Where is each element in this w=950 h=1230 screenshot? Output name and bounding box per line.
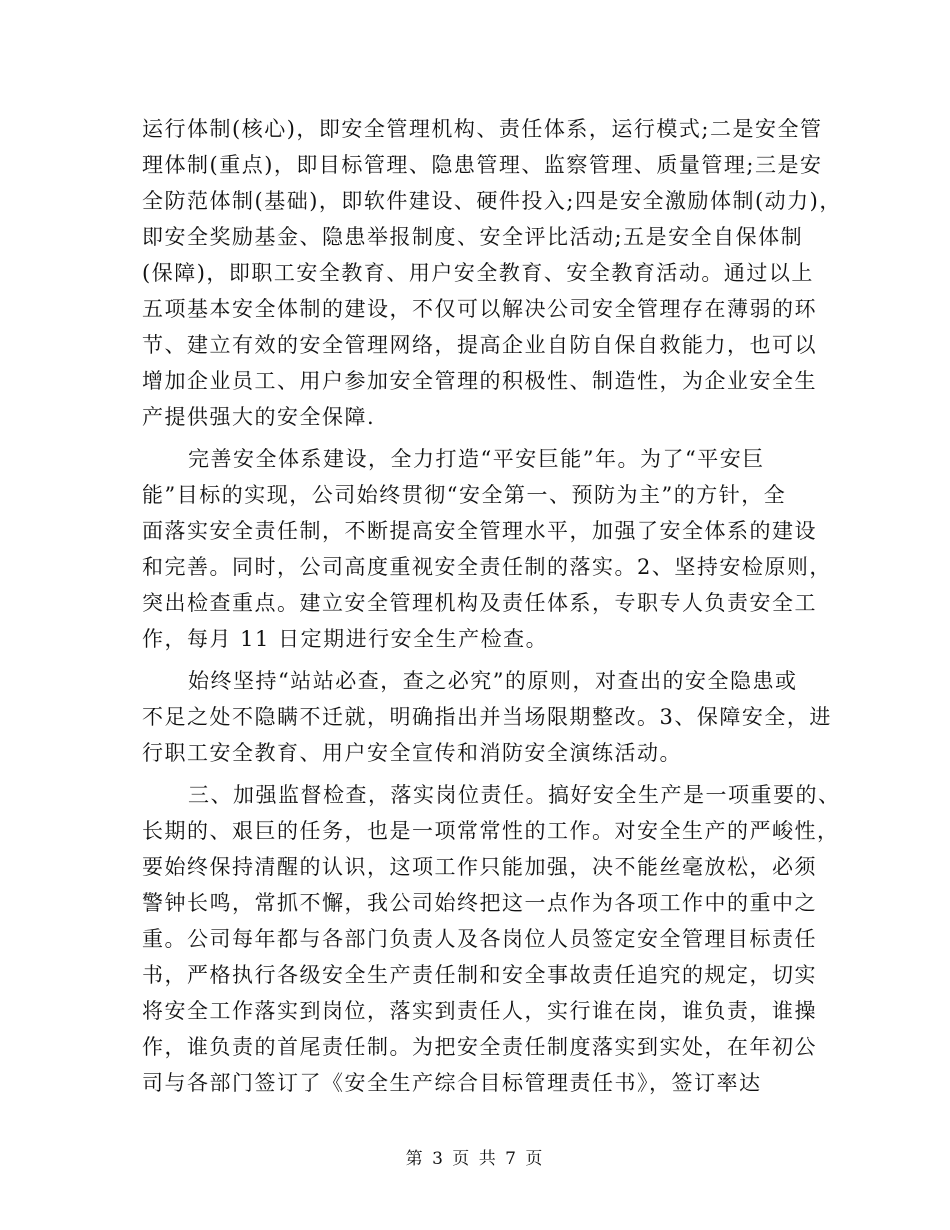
text-line: 始终坚持“站站必查，查之必究”的原则，对查出的安全隐患或 — [188, 669, 798, 693]
paragraph — [142, 663, 832, 771]
text-line: 产提供强大的安全保障. — [142, 405, 376, 429]
text-line: 五项基本安全体制的建设，不仅可以解决公司安全管理存在薄弱的环 — [142, 297, 817, 321]
text-line: 突出检查重点。建立安全管理机构及责任体系，专职专人负责安全工 — [142, 591, 817, 615]
text-line: 将安全工作落实到岗位，落实到责任人，实行谁在岗，谁负责，谁操 — [142, 999, 817, 1023]
text-line: 重。公司每年都与各部门负责人及各岗位人员签定安全管理目标责任 — [142, 927, 817, 951]
paragraph — [142, 441, 832, 657]
text-line: 长期的、艰巨的任务，也是一项常常性的工作。对安全生产的严峻性， — [142, 819, 840, 843]
text-line: 面落实安全责任制，不断提高安全管理水平，加强了安全体系的建设 — [142, 519, 817, 543]
text-line: 不足之处不隐瞒不迁就，明确指出并当场限期整改。3、保障安全，进 — [142, 705, 832, 729]
paragraph — [142, 111, 842, 435]
text-line: 三、加强监督检查，落实岗位责任。搞好安全生产是一项重要的、 — [188, 783, 841, 807]
text-line: 司与各部门签订了《安全生产综合目标管理责任书》，签订率达 — [142, 1071, 762, 1095]
text-line: (保障)，即职工安全教育、用户安全教育、安全教育活动。通过以上 — [142, 261, 814, 285]
text-line: 作，谁负责的首尾责任制。为把安全责任制度落实到实处，在年初公 — [142, 1035, 817, 1059]
page-number-footer: 第 3 页 共 7 页 — [405, 1149, 545, 1169]
text-line: 理体制(重点)，即目标管理、隐患管理、监察管理、质量管理;三是安 — [142, 153, 823, 177]
document-body — [142, 111, 842, 1101]
text-line: 全防范体制(基础)，即软件建设、硬件投入;四是安全激励体制(动力)， — [142, 189, 842, 213]
text-line: 节、建立有效的安全管理网络，提高企业自防自保自救能力，也可以 — [142, 333, 817, 357]
paragraph — [142, 777, 841, 1101]
text-line: 要始终保持清醒的认识，这项工作只能加强，决不能丝毫放松，必须 — [142, 855, 817, 879]
text-line: 和完善。同时，公司高度重视安全责任制的落实。2、坚持安检原则， — [142, 555, 832, 579]
text-line: 增加企业员工、用户参加安全管理的积极性、制造性，为企业安全生 — [142, 369, 817, 393]
text-line: 能”目标的实现，公司始终贯彻“安全第一、预防为主”的方针，全 — [142, 483, 787, 507]
text-line: 行职工安全教育、用户安全宣传和消防安全演练活动。 — [142, 741, 682, 765]
text-line: 完善安全体系建设，全力打造“平安巨能”年。为了“平安巨 — [188, 447, 765, 471]
text-line: 警钟长鸣，常抓不懈，我公司始终把这一点作为各项工作中的重中之 — [142, 891, 817, 915]
text-line: 运行体制(核心)，即安全管理机构、责任体系，运行模式;二是安全管 — [142, 117, 823, 141]
text-line: 作，每月 11 日定期进行安全生产检查。 — [142, 627, 549, 651]
text-line: 即安全奖励基金、隐患举报制度、安全评比活动;五是安全自保体制 — [142, 225, 804, 249]
text-line: 书，严格执行各级安全生产责任制和安全事故责任追究的规定，切实 — [142, 963, 817, 987]
